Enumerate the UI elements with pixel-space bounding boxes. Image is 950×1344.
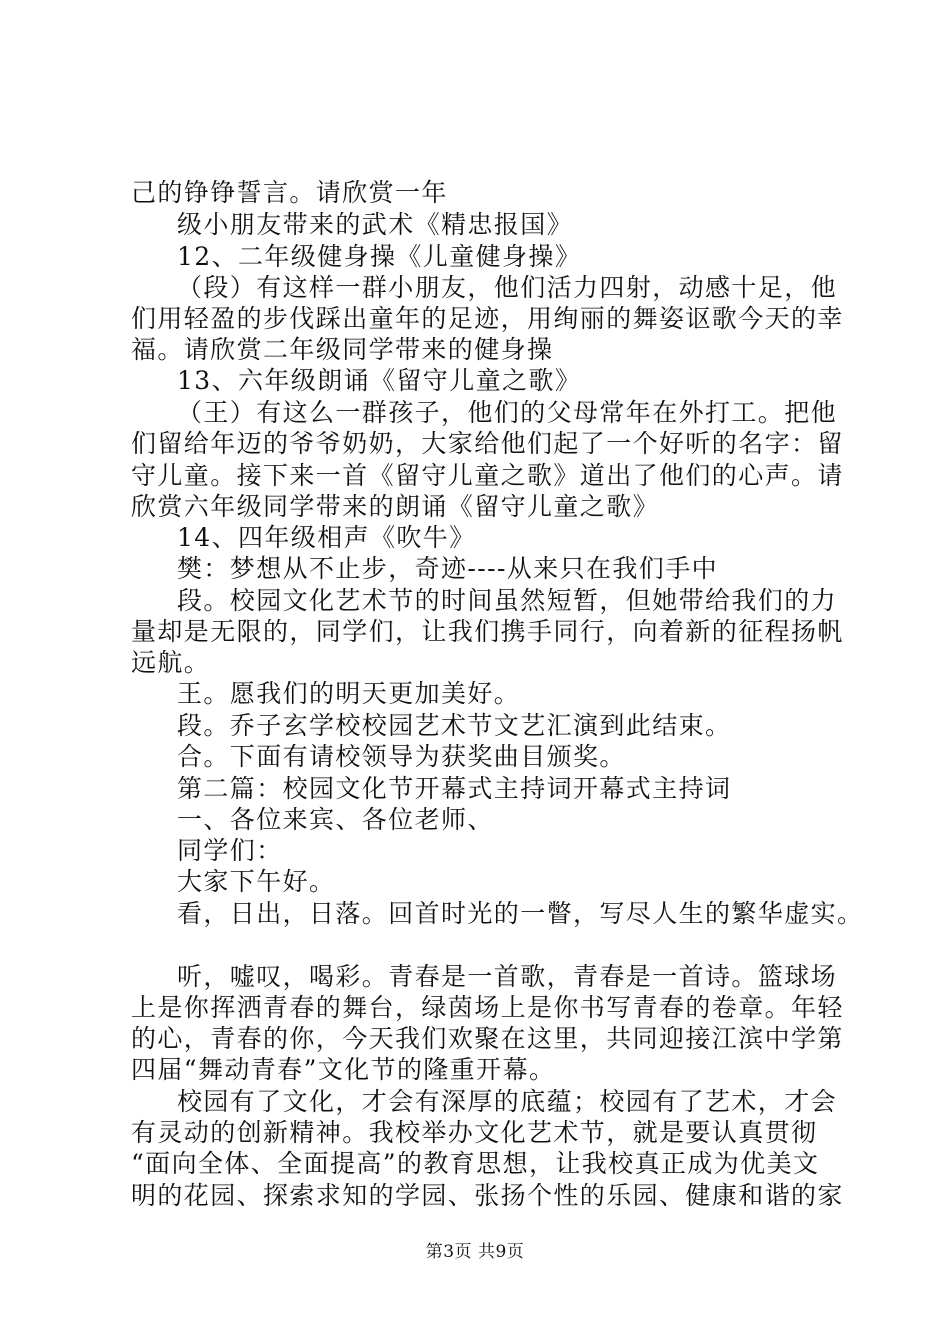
text-line-28: 四届“舞动青春”文化节的隆重开幕。 bbox=[131, 1055, 556, 1084]
text-line-32: 明的花园、探索求知的学园、张扬个性的乐园、健康和谐的家 bbox=[131, 1181, 844, 1210]
text-line-19: 合。下面有请校领导为获奖曲目颁奖。 bbox=[177, 742, 626, 771]
text-line-11: 欣赏六年级同学带来的朗诵《留守儿童之歌》 bbox=[131, 492, 660, 521]
text-line-27: 的心，青春的你，今天我们欢聚在这里，共同迎接江滨中学第 bbox=[131, 1024, 844, 1053]
text-line-31: “面向全体、全面提高”的教育思想，让我校真正成为优美文 bbox=[131, 1149, 820, 1178]
text-line-5: 们用轻盈的步伐踩出童年的足迹，用绚丽的舞姿讴歌今天的幸 bbox=[131, 304, 844, 333]
page-number-footer: 第3页 共9页 bbox=[425, 1242, 525, 1262]
text-line-10: 守儿童。接下来一首《留守儿童之歌》道出了他们的心声。请 bbox=[131, 461, 844, 490]
text-line-6: 福。请欣赏二年级同学带来的健身操 bbox=[131, 335, 554, 364]
text-line-12: 14、四年级相声《吹牛》 bbox=[177, 523, 476, 552]
text-line-2: 级小朋友带来的武术《精忠报国》 bbox=[177, 210, 574, 239]
text-line-20: 第二篇：校园文化节开幕式主持词开幕式主持词 bbox=[177, 774, 732, 803]
text-line-13: 樊：梦想从不止步，奇迹----从来只在我们手中 bbox=[177, 554, 718, 583]
text-line-24: 看，日出，日落。回首时光的一瞥，写尽人生的繁华虚实。 bbox=[177, 899, 864, 928]
text-line-22: 同学们： bbox=[177, 836, 283, 865]
text-line-26: 上是你挥洒青春的舞台，绿茵场上是你书写青春的卷章。年轻 bbox=[131, 993, 844, 1022]
text-line-1: 己的铮铮誓言。请欣赏一年 bbox=[131, 178, 448, 207]
text-line-4: （段）有这样一群小朋友，他们活力四射，动感十足，他 bbox=[177, 273, 838, 302]
text-line-9: 们留给年迈的爷爷奶奶，大家给他们起了一个好听的名字：留 bbox=[131, 429, 844, 458]
text-line-30: 有灵动的创新精神。我校举办文化艺术节，就是要认真贯彻 bbox=[131, 1118, 818, 1147]
text-line-14: 段。校园文化艺术节的时间虽然短暂，但她带给我们的力 bbox=[177, 586, 838, 615]
text-line-21: 一、各位来宾、各位老师、 bbox=[177, 805, 494, 834]
text-line-16: 远航。 bbox=[131, 648, 211, 677]
text-line-25: 听，嘘叹，喝彩。青春是一首歌，青春是一首诗。篮球场 bbox=[177, 962, 838, 991]
text-line-23: 大家下午好。 bbox=[177, 867, 336, 896]
text-line-18: 段。乔子玄学校校园艺术节文艺汇演到此结束。 bbox=[177, 711, 732, 740]
text-line-15: 量却是无限的，同学们，让我们携手同行，向着新的征程扬帆 bbox=[131, 617, 844, 646]
text-line-7: 13、六年级朗诵《留守儿童之歌》 bbox=[177, 366, 582, 395]
text-line-29: 校园有了文化，才会有深厚的底蕴；校园有了艺术，才会 bbox=[177, 1087, 838, 1116]
text-line-17: 王。愿我们的明天更加美好。 bbox=[177, 679, 521, 708]
text-line-8: （王）有这么一群孩子，他们的父母常年在外打工。把他 bbox=[177, 398, 838, 427]
text-line-3: 12、二年级健身操《儿童健身操》 bbox=[177, 242, 582, 271]
